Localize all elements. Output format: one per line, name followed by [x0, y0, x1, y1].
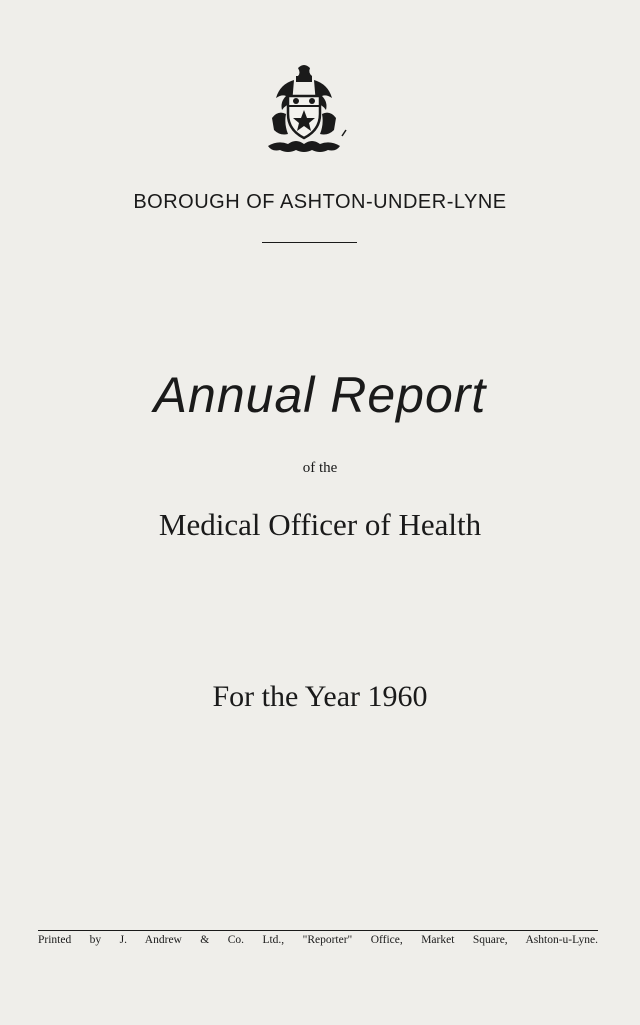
borough-name: BOROUGH OF ASHTON-UNDER-LYNE	[133, 191, 507, 213]
report-title: Annual Report	[153, 367, 487, 423]
of-the-text: of the	[302, 460, 338, 476]
title-divider	[262, 242, 357, 243]
footer-divider	[38, 930, 598, 931]
borough-crest-icon	[258, 62, 350, 162]
printer-credit: Printed by J. Andrew & Co. Ltd., "Reporter" Office, Market Square, Ashton-u-Lyne.	[38, 934, 598, 946]
report-year: For the Year 1960	[212, 680, 428, 713]
report-subtitle: Medical Officer of Health	[158, 507, 482, 542]
